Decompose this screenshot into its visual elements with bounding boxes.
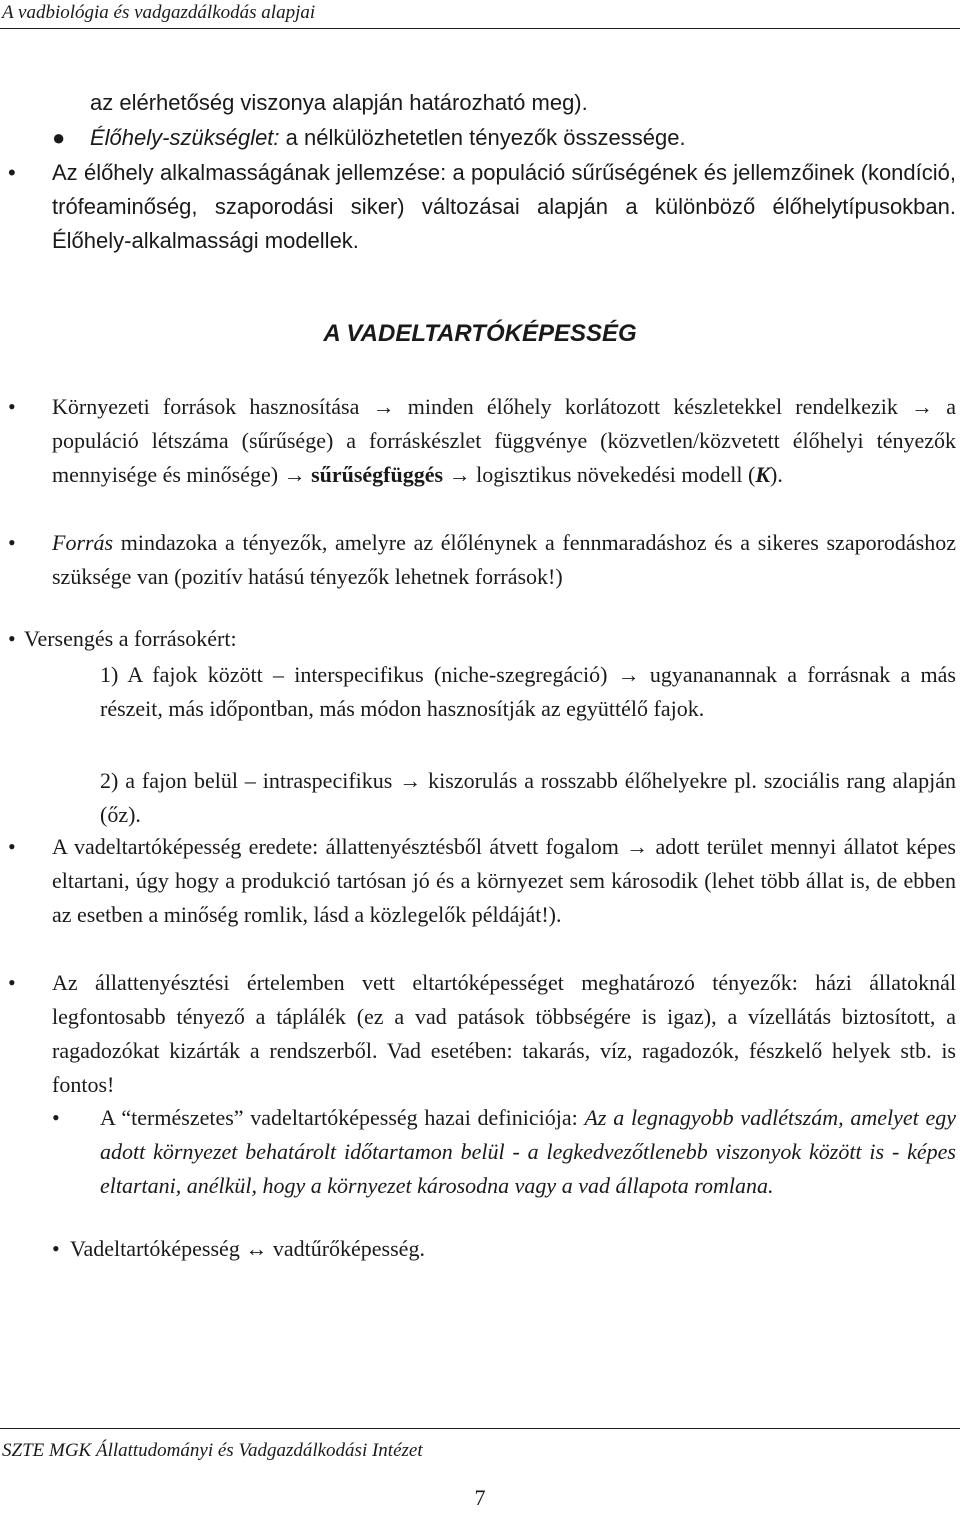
- bullet-icon: •: [8, 626, 16, 651]
- tolerance-b: vadtűrőképesség.: [267, 1236, 425, 1261]
- b1-text-2: minden élőhely korlátozott készletekkel rendelkezik: [394, 394, 912, 419]
- b1-text-1: Környezeti források hasznosítása: [52, 394, 373, 419]
- carrying-capacity-bullet-2: [52, 526, 956, 594]
- bullet-icon: ●: [52, 125, 66, 150]
- competition-item-2: [100, 764, 956, 832]
- bullet-icon: •: [52, 1236, 60, 1261]
- intro-item-text: a nélkülözhetetlen tényezők összessége.: [279, 125, 686, 150]
- arrow-icon: →: [617, 662, 640, 687]
- running-footer: SZTE MGK Állattudományi és Vadgazdálkodási Intézet: [2, 1440, 423, 1461]
- tolerance-line: [70, 1232, 926, 1266]
- definition-intro: A “természetes” vadeltartóképesség hazai definiciója:: [100, 1105, 585, 1130]
- b1-text-3: a populáció létszáma (sűrűsége) a forráskészlet függvénye (közvetlen/közvetett élőhelyi tényezők mennyisége és minősége): [52, 394, 956, 487]
- footer-rule: [0, 1428, 960, 1429]
- definition-text: Az a legnagyobb vadlétszám, amelyet egy adott környezet behatárolt időtartamon belül - a legkedvezőtlenebb viszonyok között is - képes eltartani, anélkül, hogy a környezet károsodna vagy a vad állapota romlana.: [100, 1105, 956, 1198]
- b1-text-4: logisztikus növekedési modell (: [470, 462, 756, 487]
- b3-s2b: kiszorulás a rosszabb élőhelyekre pl. szociális rang alapján (őz).: [100, 768, 956, 827]
- arrow-icon: →: [911, 394, 934, 419]
- carrying-capacity-origin: [52, 830, 956, 932]
- section-title: A VADELTARTÓKÉPESSÉG: [323, 320, 637, 347]
- intro-line: az elérhetőség viszonya alapján határozható meg).: [90, 90, 588, 115]
- intro-item-label: Élőhely-szükséglet:: [90, 125, 280, 150]
- bullet-icon: •: [8, 834, 16, 859]
- double-arrow-icon: ↔: [245, 1236, 268, 1261]
- b1-bold-term: sűrűségfüggés: [311, 462, 444, 487]
- arrow-icon: →: [448, 462, 471, 487]
- b3-s1a: 1) A fajok között – interspecifikus (niche-szegregáció): [100, 662, 618, 687]
- arrow-icon: →: [372, 394, 395, 419]
- arrow-icon: →: [626, 834, 649, 859]
- arrow-icon: →: [283, 462, 306, 487]
- intro-paragraph: Az élőhely alkalmasságának jellemzése: a populáció sűrűségének és jellemzőinek (kondíció, trófeaminőség, szaporodási siker) változásai alapján a különböző élőhelytípusokban. Élőhely-alkalmassági modellek.: [52, 160, 956, 253]
- intro-item: [90, 121, 950, 155]
- header-rule: [0, 28, 960, 29]
- b4-text-a: A vadeltartóképesség eredete: állattenyésztésből átvett fogalom: [52, 834, 627, 859]
- bullet-icon: •: [8, 160, 16, 185]
- page-number: 7: [474, 1485, 486, 1510]
- livestock-factors: Az állattenyésztési értelemben vett eltartóképességet meghatározó tényezők: házi állatoknál legfontosabb tényező a táplálék (ez a vad patások többségére is igaz), a vízellátás biztosított, a ragadozókat kizárták a rendszerből. Vad esetében: takarás, víz, ragadozók, fészkelő helyek stb. is fontos!: [52, 970, 956, 1097]
- carrying-capacity-bullet-1: [52, 390, 956, 492]
- b2-label: Forrás: [52, 530, 114, 555]
- natural-definition: [100, 1101, 956, 1203]
- bullet-icon: •: [8, 530, 16, 555]
- b1-k: K: [755, 462, 770, 487]
- b2-text: mindazoka a tényezők, amelyre az élőlénynek a fennmaradáshoz és a sikeres szaporodáshoz szüksége van (pozitív hatású tényezők lehetnek források!): [52, 530, 956, 589]
- running-header: A vadbiológia és vadgazdálkodás alapjai: [2, 2, 316, 23]
- b3-s1b: ugyananannak a forrásnak a más részeit, más időpontban, más módon hasznosítják az együttélő fajok.: [100, 662, 956, 721]
- bullet-icon: •: [8, 970, 16, 995]
- arrow-icon: →: [399, 768, 422, 793]
- competition-heading: Versengés a forrásokért:: [24, 626, 237, 651]
- b3-s2a: 2) a fajon belül – intraspecifikus: [100, 768, 400, 793]
- competition-item-1: [100, 658, 956, 726]
- bullet-icon: •: [52, 1105, 60, 1130]
- b4-text-b: adott terület mennyi állatot képes eltartani, úgy hogy a produkció tartósan jó és a környezet sem károsodik (lehet több állat is, de ebben az esetben a minőség romlik, lásd a közlegelők példáját!).: [52, 834, 956, 927]
- b1-text-5: ).: [770, 462, 783, 487]
- tolerance-a: Vadeltartóképesség: [70, 1236, 246, 1261]
- bullet-icon: •: [8, 394, 16, 419]
